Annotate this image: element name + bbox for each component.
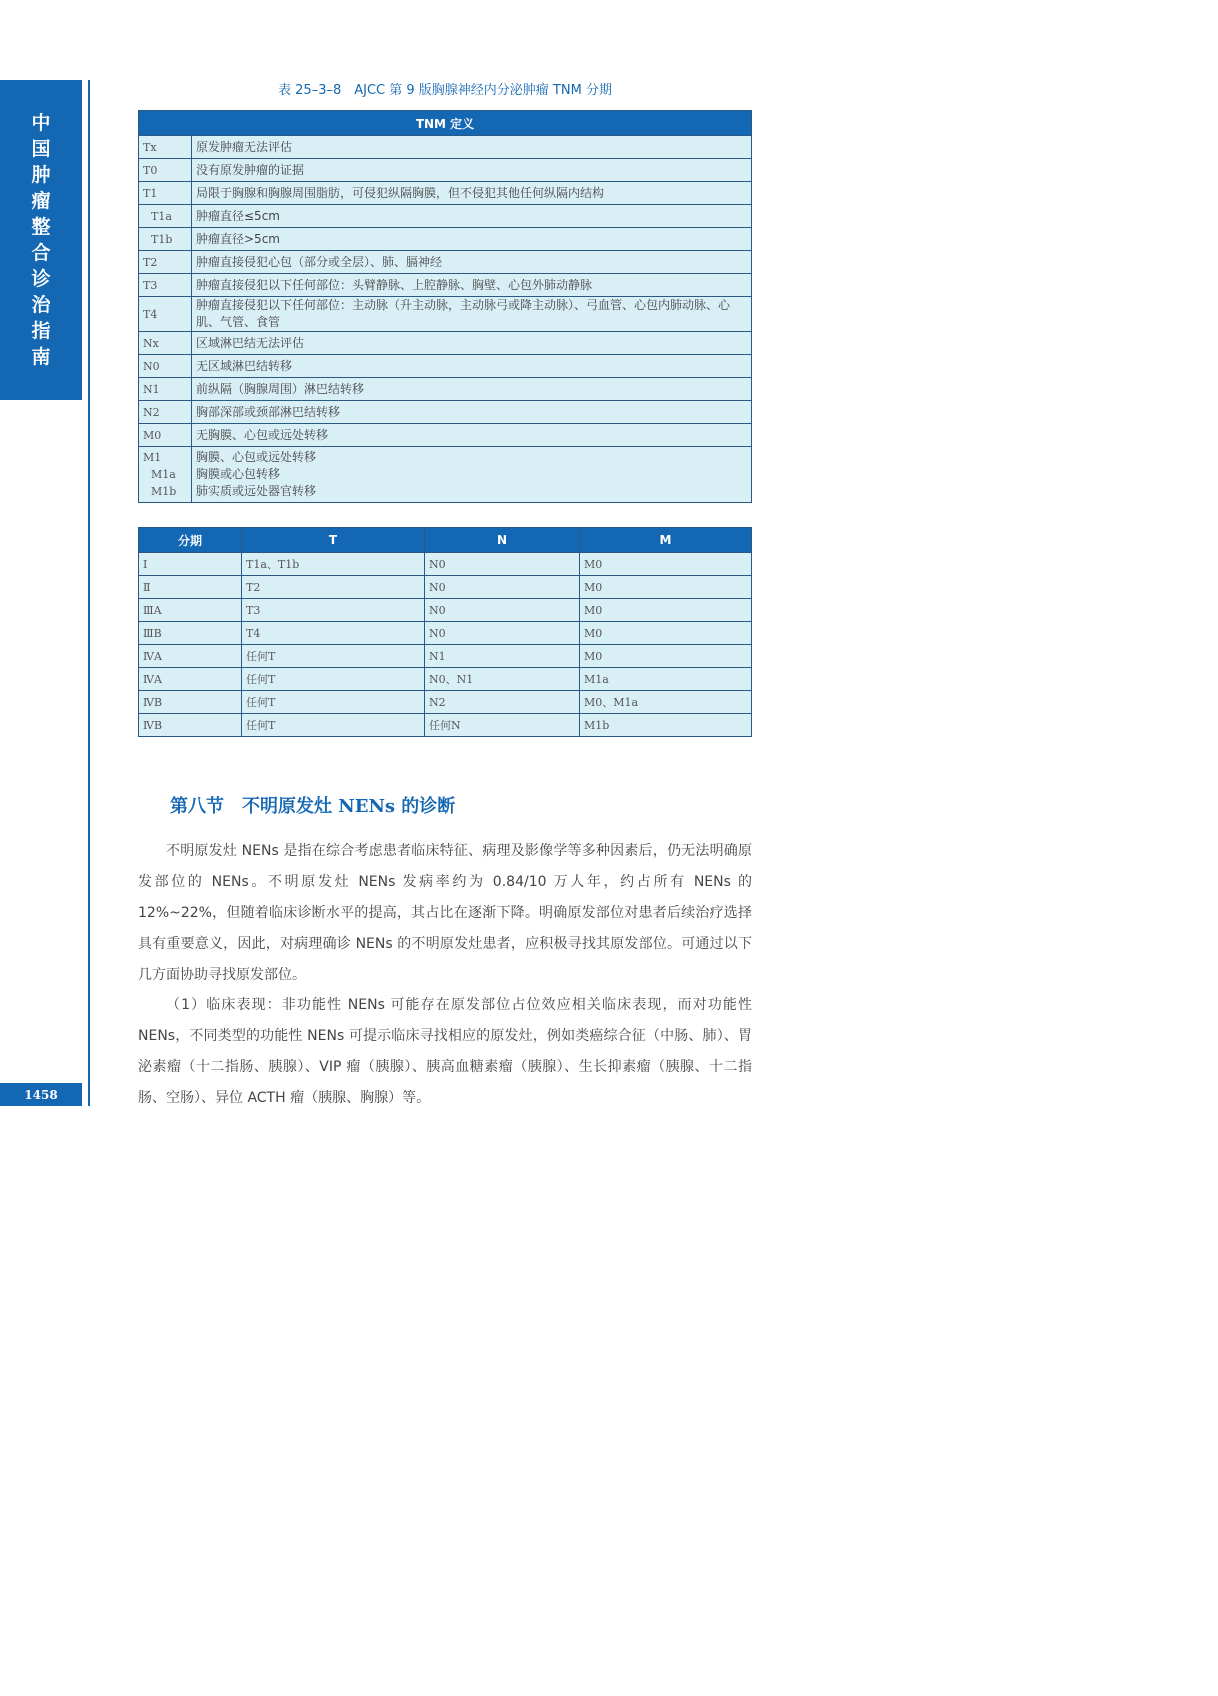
side-tab-char: 中 xyxy=(31,112,51,134)
tnm-code: Tx xyxy=(139,136,192,159)
tnm-code: Nx xyxy=(139,332,192,355)
tnm-description: 肿瘤直径>5cm xyxy=(192,228,752,251)
t-cell: T1a、T1b xyxy=(242,553,425,576)
side-tab-char: 肿 xyxy=(31,164,51,186)
tnm-description: 原发肿瘤无法评估 xyxy=(192,136,752,159)
n-cell: N0 xyxy=(425,553,580,576)
tnm-description: 肿瘤直接侵犯以下任何部位：头臂静脉、上腔静脉、胸壁、心包外肺动静脉 xyxy=(192,274,752,297)
tnm-table-header: TNM 定义 xyxy=(139,111,752,136)
stage-cell: ⅣA xyxy=(139,668,242,691)
n-cell: N1 xyxy=(425,645,580,668)
staging-table xyxy=(138,527,752,737)
n-cell: N0 xyxy=(425,599,580,622)
tnm-code: T2 xyxy=(139,251,192,274)
table-row xyxy=(139,668,752,691)
stage-cell: ⅣB xyxy=(139,714,242,737)
table-row xyxy=(139,424,752,447)
table-row xyxy=(139,401,752,424)
stage-cell: ⅣA xyxy=(139,645,242,668)
tnm-code: M1b xyxy=(151,485,177,498)
table-row xyxy=(139,297,752,332)
tnm-description: 前纵隔（胸腺周围）淋巴结转移 xyxy=(192,378,752,401)
m-cell: M0 xyxy=(580,599,752,622)
table-row xyxy=(139,447,752,503)
tnm-description: 胸部深部或颈部淋巴结转移 xyxy=(192,401,752,424)
tnm-code: T1 xyxy=(139,182,192,205)
tnm-code: T3 xyxy=(139,274,192,297)
tnm-code: N2 xyxy=(139,401,192,424)
body-paragraph: 不明原发灶 NENs 是指在综合考虑患者临床特征、病理及影像学等多种因素后，仍无法明确原发部位的 NENs。不明原发灶 NENs 发病率约为 0.84/10 万人年，约占所有 NENs 的 12%~22%，但随着临床诊断水平的提高，其占比在逐渐下降。明确原发部位对患者后续治疗选择具有重要意义，因此，对病理确诊 NENs 的不明原发灶患者，应积极寻找其原发部位。可通过以下几方面协助寻找原发部位。 xyxy=(138,843,752,983)
tnm-description: 肿瘤直径≤5cm xyxy=(192,205,752,228)
table-row xyxy=(139,622,752,645)
tnm-description: 局限于胸腺和胸腺周围脂肪，可侵犯纵隔胸膜，但不侵犯其他任何纵隔内结构 xyxy=(192,182,752,205)
m-cell: M0 xyxy=(580,645,752,668)
tnm-code: M1a xyxy=(151,468,176,481)
tnm-definition-table xyxy=(138,110,752,503)
section-title: 第八节 不明原发灶 NENs 的诊断 xyxy=(170,796,456,817)
m-cell: M1b xyxy=(580,714,752,737)
side-tab-char: 整 xyxy=(31,216,51,238)
side-tab-char: 国 xyxy=(31,138,51,160)
col-header-m: M xyxy=(580,528,752,553)
n-cell: N2 xyxy=(425,691,580,714)
t-cell: 任何T xyxy=(242,645,425,668)
table-row xyxy=(139,205,752,228)
table-row xyxy=(139,599,752,622)
tnm-description: 区域淋巴结无法评估 xyxy=(192,332,752,355)
tnm-code: N0 xyxy=(139,355,192,378)
tnm-code-group xyxy=(139,447,192,503)
table-row xyxy=(139,691,752,714)
table-row xyxy=(139,714,752,737)
tnm-code: T0 xyxy=(139,159,192,182)
table-row xyxy=(139,274,752,297)
tnm-description: 无胸膜、心包或远处转移 xyxy=(192,424,752,447)
body-paragraph: （1）临床表现：非功能性 NENs 可能存在原发部位占位效应相关临床表现，而对功能性 NENs，不同类型的功能性 NENs 可提示临床寻找相应的原发灶，例如类癌综合征（中肠、肺）、胃泌素瘤（十二指肠、胰腺）、VIP 瘤（胰腺）、胰高血糖素瘤（胰腺）、生长抑素瘤（胰腺、十二指肠、空肠）、异位 ACTH 瘤（胰腺、胸腺）等。 xyxy=(138,997,752,1106)
m-cell: M0、M1a xyxy=(580,691,752,714)
side-tab-char: 诊 xyxy=(31,268,51,290)
side-tab-char: 南 xyxy=(31,346,51,368)
page-number: 1458 xyxy=(0,1083,82,1106)
table-row xyxy=(139,251,752,274)
t-cell: T2 xyxy=(242,576,425,599)
tnm-description: 肿瘤直接侵犯以下任何部位：主动脉（升主动脉，主动脉弓或降主动脉）、弓血管、心包内肺动脉、心肌、气管、食管 xyxy=(192,297,752,332)
n-cell: N0、N1 xyxy=(425,668,580,691)
n-cell: 任何N xyxy=(425,714,580,737)
t-cell: T4 xyxy=(242,622,425,645)
tnm-description: 没有原发肿瘤的证据 xyxy=(192,159,752,182)
table-row xyxy=(139,378,752,401)
table-row xyxy=(139,576,752,599)
n-cell: N0 xyxy=(425,576,580,599)
tnm-code: N1 xyxy=(139,378,192,401)
side-tab-char: 治 xyxy=(31,294,51,316)
m-cell: M0 xyxy=(580,622,752,645)
table-row xyxy=(139,553,752,576)
m-cell: M0 xyxy=(580,553,752,576)
side-tab-char: 合 xyxy=(31,242,51,264)
tnm-description: 胸膜或心包转移 xyxy=(196,467,281,481)
table-caption: 表 25–3–8 AJCC 第 9 版胸腺神经内分泌肿瘤 TNM 分期 xyxy=(278,83,612,98)
stage-cell: ⅢB xyxy=(139,622,242,645)
table-row xyxy=(139,182,752,205)
col-header-t: T xyxy=(242,528,425,553)
stage-cell: ⅢA xyxy=(139,599,242,622)
tnm-description-group xyxy=(192,447,752,503)
t-cell: 任何T xyxy=(242,691,425,714)
tnm-code: T4 xyxy=(139,297,192,332)
t-cell: 任何T xyxy=(242,714,425,737)
table-row xyxy=(139,228,752,251)
tnm-description: 无区域淋巴结转移 xyxy=(192,355,752,378)
n-cell: N0 xyxy=(425,622,580,645)
stage-cell: Ⅰ xyxy=(139,553,242,576)
tnm-description: 肺实质或远处器官转移 xyxy=(196,484,317,498)
side-tab-char: 指 xyxy=(31,320,51,342)
tnm-description: 胸膜、心包或远处转移 xyxy=(196,450,317,464)
side-tab-char: 瘤 xyxy=(31,190,51,212)
col-header-stage: 分期 xyxy=(139,528,242,553)
tnm-code: T1a xyxy=(139,205,192,228)
table-row xyxy=(139,355,752,378)
m-cell: M1a xyxy=(580,668,752,691)
table-row xyxy=(139,332,752,355)
m-cell: M0 xyxy=(580,576,752,599)
t-cell: 任何T xyxy=(242,668,425,691)
table-row xyxy=(139,645,752,668)
tnm-code: T1b xyxy=(139,228,192,251)
tnm-code: M1 xyxy=(143,451,162,464)
tnm-description: 肿瘤直接侵犯心包（部分或全层）、肺、膈神经 xyxy=(192,251,752,274)
stage-cell: ⅣB xyxy=(139,691,242,714)
chapter-side-tab xyxy=(0,80,82,400)
margin-rule xyxy=(88,80,90,1106)
tnm-code: M0 xyxy=(139,424,192,447)
t-cell: T3 xyxy=(242,599,425,622)
table-row xyxy=(139,159,752,182)
stage-cell: Ⅱ xyxy=(139,576,242,599)
table-row xyxy=(139,136,752,159)
col-header-n: N xyxy=(425,528,580,553)
